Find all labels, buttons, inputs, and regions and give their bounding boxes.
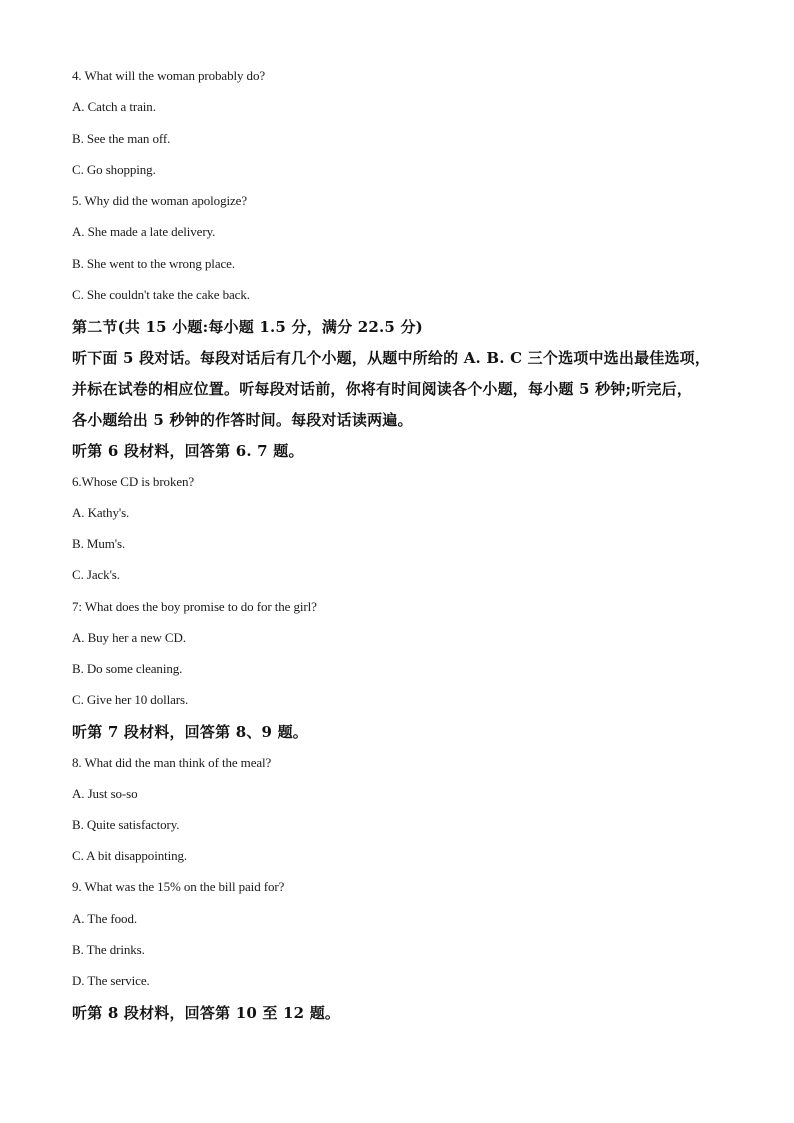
q6-option-c: C. Jack's. — [72, 567, 120, 582]
q9-option-a: A. The food. — [72, 911, 137, 926]
section-instruction-line: 并标在试卷的相应位置。听每段对话前，你将有时间阅读各个小题，每小题 5 秒钟;听完后， — [72, 380, 693, 398]
q5-option-c: C. She couldn't take the cake back. — [72, 287, 250, 302]
q7-question: 7: What does the boy promise to do for the girl? — [72, 599, 317, 614]
q4-option-b: B. See the man off. — [72, 131, 171, 146]
q5-question: 5. Why did the woman apologize? — [72, 193, 248, 208]
passage-6-heading: 听第 6 段材料，回答第 6. 7 题。 — [72, 442, 304, 460]
q4-option-a: A. Catch a train. — [72, 99, 156, 114]
q8-option-a: A. Just so-so — [72, 786, 138, 801]
q8-option-b: B. Quite satisfactory. — [72, 817, 180, 832]
q9-question: 9. What was the 15% on the bill paid for? — [72, 879, 285, 894]
q8-question: 8. What did the man think of the meal? — [72, 755, 272, 770]
q7-option-c: C. Give her 10 dollars. — [72, 692, 189, 707]
q5-option-a: A. She made a late delivery. — [72, 224, 216, 239]
q4-question: 4. What will the woman probably do? — [72, 68, 266, 83]
q6-option-a: A. Kathy's. — [72, 505, 130, 520]
q6-option-b: B. Mum's. — [72, 536, 126, 551]
passage-7-heading: 听第 7 段材料，回答第 8、9 题。 — [72, 723, 309, 741]
q8-option-c: C. A bit disappointing. — [72, 848, 188, 863]
passage-8-heading: 听第 8 段材料，回答第 10 至 12 题。 — [72, 1004, 341, 1022]
q5-option-b: B. She went to the wrong place. — [72, 256, 235, 271]
q4-option-c: C. Go shopping. — [72, 162, 156, 177]
q7-option-a: A. Buy her a new CD. — [72, 630, 186, 645]
q7-option-b: B. Do some cleaning. — [72, 661, 183, 676]
section-instruction-line: 听下面 5 段对话。每段对话后有几个小题，从题中所给的 A. B. C 三个选项中选出最佳选项， — [72, 349, 711, 367]
q9-option-b: B. The drinks. — [72, 942, 145, 957]
q9-option-c: D. The service. — [72, 973, 150, 988]
section-instruction-line: 各小题给出 5 秒钟的作答时间。每段对话读两遍。 — [72, 411, 413, 429]
q6-question: 6.Whose CD is broken? — [72, 474, 195, 489]
section-title: 第二节(共 15 小题:每小题 1.5 分，满分 22.5 分) — [72, 318, 423, 336]
